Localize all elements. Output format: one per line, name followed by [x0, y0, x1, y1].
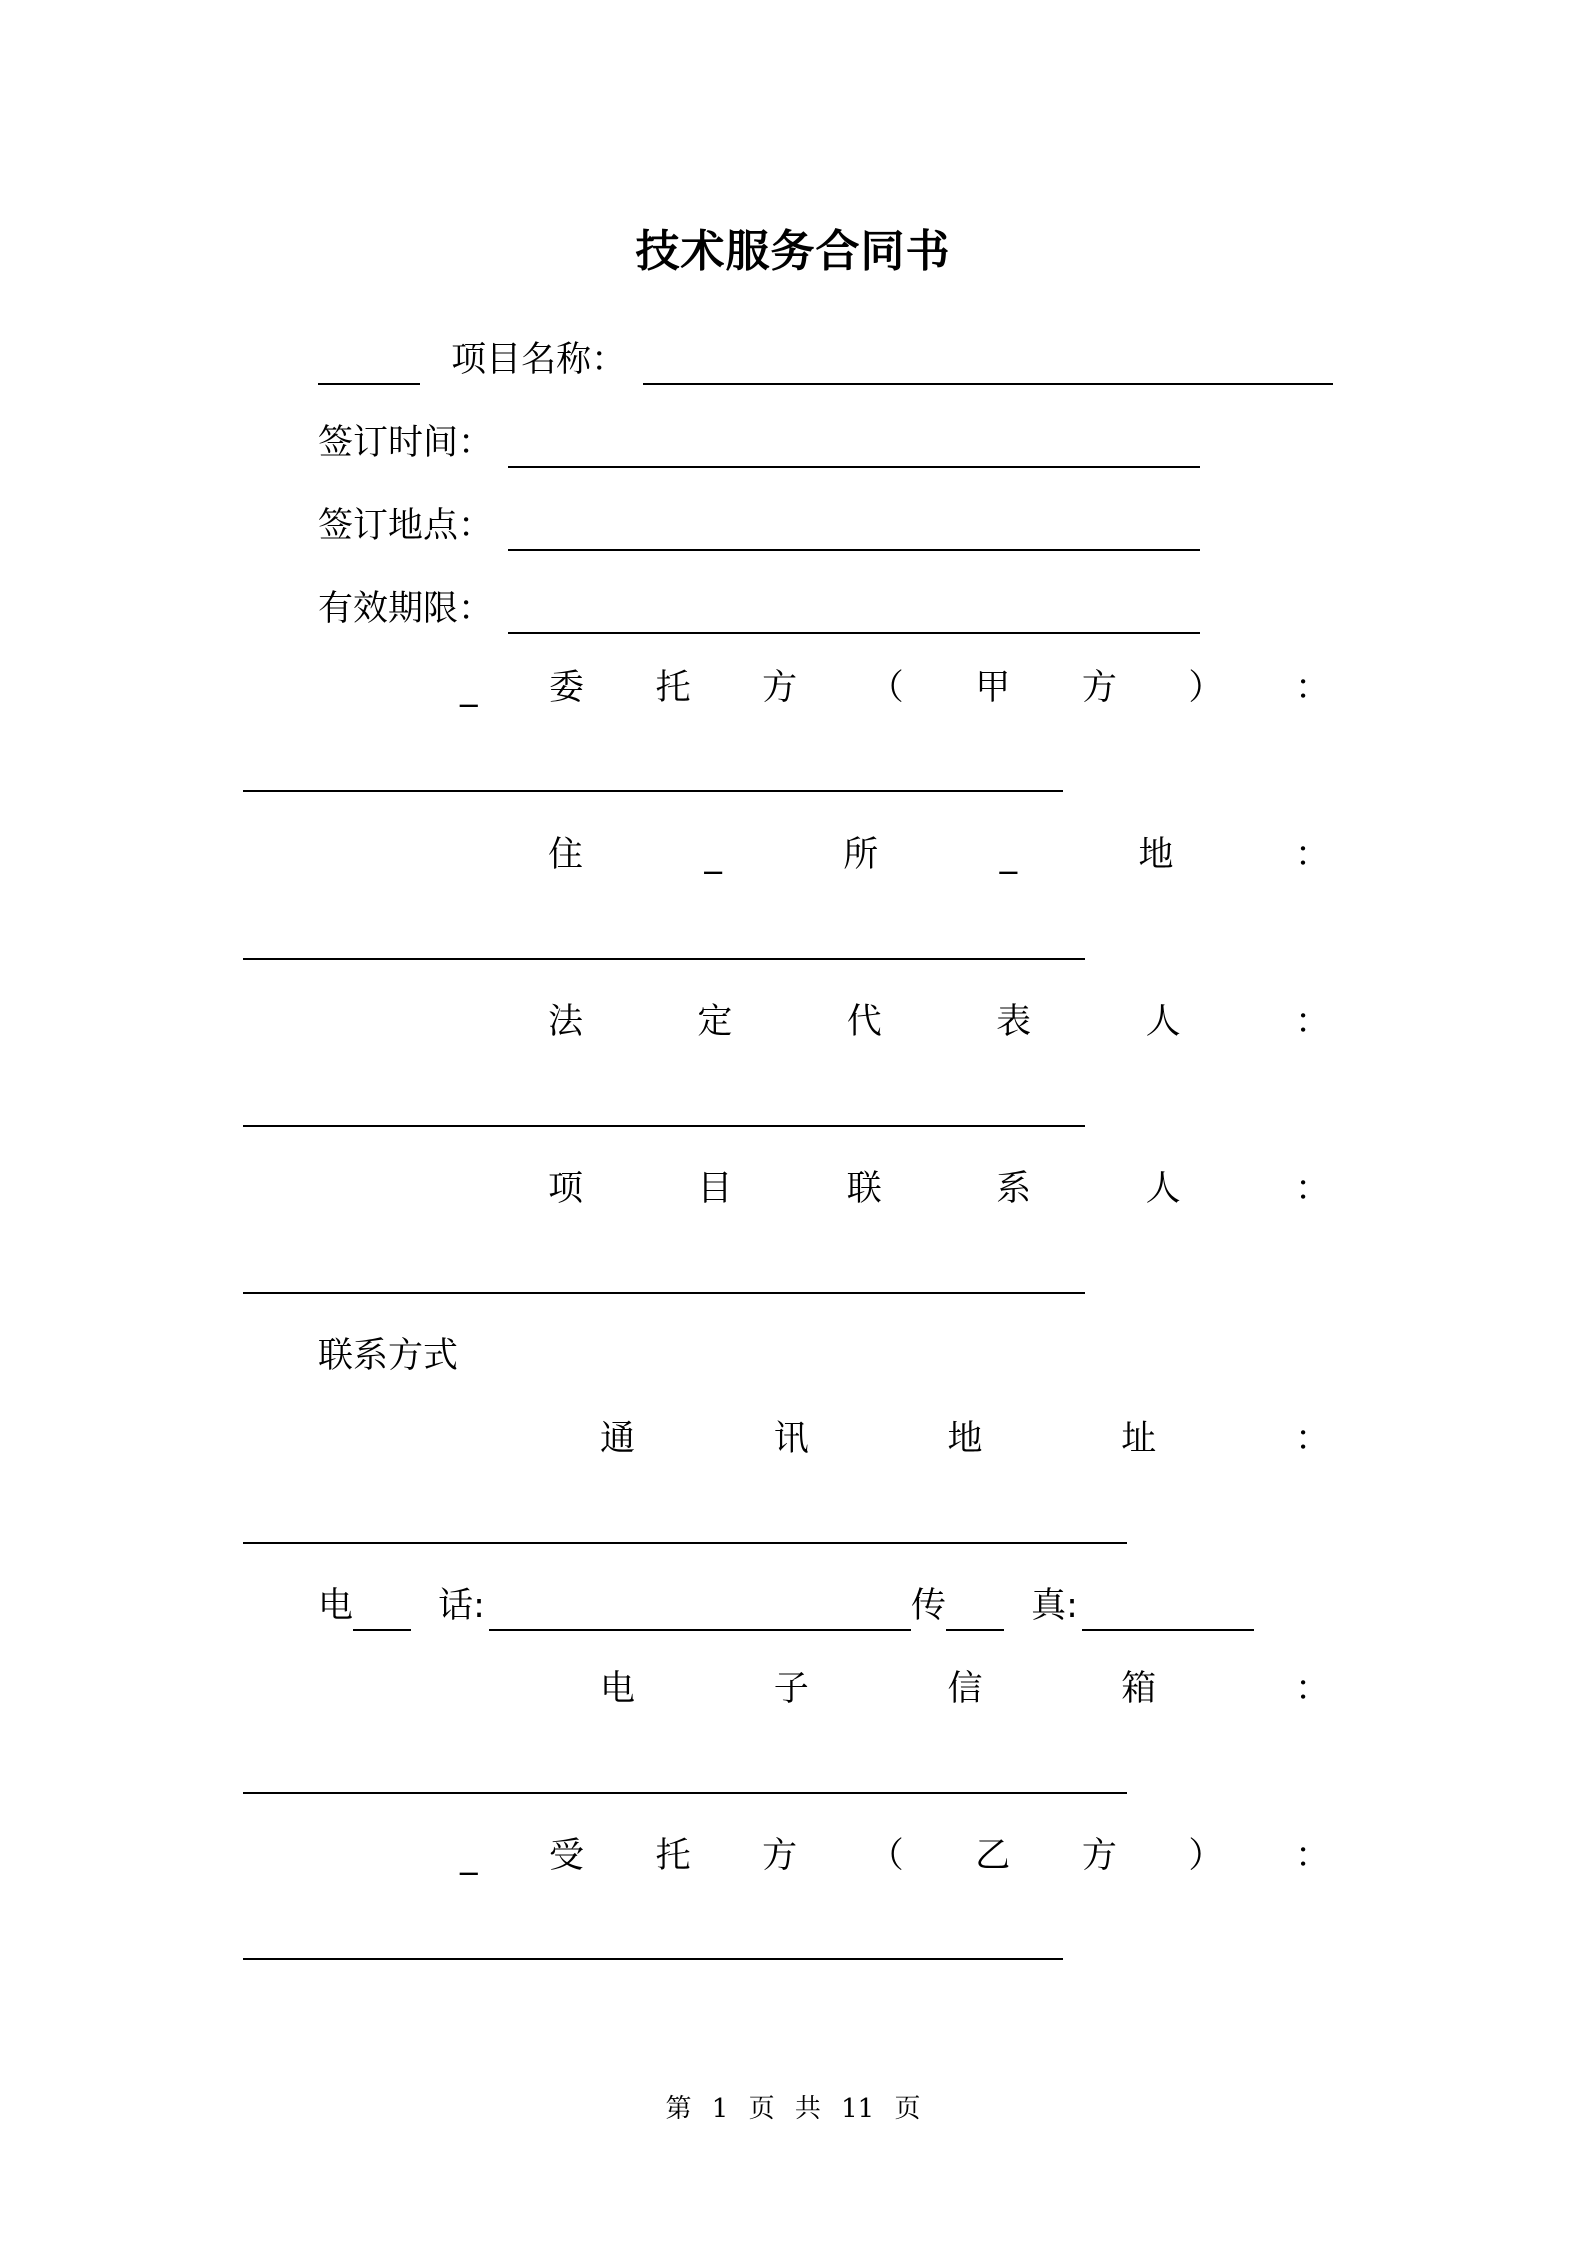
legal-rep-char: 法 [548, 1002, 584, 1042]
contact-char: 人 [1145, 1169, 1181, 1209]
address-char: ： [1294, 835, 1330, 875]
mail-address-char: ： [1294, 1419, 1330, 1459]
project-name-label: 项目名称： [451, 340, 627, 380]
party-b-title-char: 受 [549, 1836, 585, 1876]
phone-label-gap [353, 1595, 411, 1631]
contact-char: ： [1294, 1169, 1330, 1209]
party-a-title-char: （ [868, 668, 904, 708]
footer-word: 共 [794, 2094, 821, 2124]
email-label [600, 1664, 1330, 1714]
fax-label: 传 [910, 1586, 946, 1626]
sign-place-row [318, 501, 1200, 551]
email-char: 电 [600, 1669, 636, 1709]
mail-address-char: 地 [947, 1419, 983, 1459]
party-a-address-label [548, 830, 1330, 880]
fax-label-gap [946, 1595, 1004, 1631]
sign-date-row [318, 418, 1200, 468]
party-b-blank[interactable] [243, 1958, 1063, 1960]
contact-method-label: 联系方式 [318, 1336, 459, 1376]
address-char: 所 [843, 835, 879, 875]
address-char: 地 [1138, 835, 1174, 875]
address-char: _ [704, 835, 722, 875]
party-b-title-char: 乙 [975, 1836, 1011, 1876]
email-char: ： [1294, 1669, 1330, 1709]
party-b-title-char: ： [1294, 1836, 1330, 1876]
contact-char: 系 [996, 1169, 1032, 1209]
party-a-title-char: ： [1294, 668, 1330, 708]
party-b-title-char: _ [460, 1836, 478, 1876]
document-title: 技术服务合同书 [635, 226, 951, 277]
page-footer [0, 2088, 1586, 2125]
party-a-legal-rep-label [548, 997, 1330, 1047]
phone-blank[interactable] [489, 1595, 911, 1631]
contact-char: 联 [846, 1169, 882, 1209]
party-a-title-char: 方 [1081, 668, 1117, 708]
party-a-title-char: 委 [549, 668, 585, 708]
legal-rep-char: 表 [996, 1002, 1032, 1042]
mail-address-char: 址 [1121, 1419, 1157, 1459]
party-a-contact-blank[interactable] [243, 1292, 1085, 1294]
legal-rep-char: ： [1294, 1002, 1330, 1042]
party-a-title-char: 托 [655, 668, 691, 708]
validity-label: 有效期限： [318, 589, 494, 629]
party-b-title-char: （ [868, 1836, 904, 1876]
party-b-title-char: 方 [762, 1836, 798, 1876]
footer-word: 页 [894, 2094, 921, 2124]
address-char: 住 [548, 835, 584, 875]
mail-address-char: 讯 [773, 1419, 809, 1459]
phone-fax-row [318, 1581, 1254, 1631]
sign-place-label: 签订地点： [318, 506, 494, 546]
sign-place-blank[interactable] [508, 515, 1200, 551]
email-blank[interactable] [243, 1792, 1127, 1794]
party-b-title-char: 托 [655, 1836, 691, 1876]
project-name-blank[interactable] [643, 349, 1333, 385]
legal-rep-char: 人 [1145, 1002, 1181, 1042]
phone-label-end: 话: [438, 1586, 485, 1626]
project-name-row [318, 335, 1333, 385]
footer-word: 页 [748, 2094, 775, 2124]
legal-rep-char: 定 [697, 1002, 733, 1042]
party-a-title-char: _ [460, 668, 478, 708]
email-char: 信 [947, 1669, 983, 1709]
mail-address-char: 通 [600, 1419, 636, 1459]
party-a-legal-rep-blank[interactable] [243, 1125, 1085, 1127]
party-a-address-blank[interactable] [243, 958, 1085, 960]
party-a-title-char: 方 [762, 668, 798, 708]
page-number: 1 [711, 2094, 729, 2124]
contact-char: 项 [548, 1169, 584, 1209]
party-a-title [460, 663, 1330, 713]
party-a-title-char: 甲 [975, 668, 1011, 708]
total-pages: 11 [841, 2094, 875, 2124]
email-char: 箱 [1121, 1669, 1157, 1709]
footer-word: 第 [665, 2094, 692, 2124]
contact-char: 目 [697, 1169, 733, 1209]
party-b-title-char: 方 [1081, 1836, 1117, 1876]
email-char: 子 [773, 1669, 809, 1709]
party-a-blank[interactable] [243, 790, 1063, 792]
project-prefix-blank[interactable] [318, 349, 420, 385]
fax-blank[interactable] [1082, 1595, 1254, 1631]
legal-rep-char: 代 [846, 1002, 882, 1042]
mail-address-blank[interactable] [243, 1542, 1127, 1544]
sign-date-blank[interactable] [508, 432, 1200, 468]
party-a-contact-label [548, 1164, 1330, 1214]
validity-row [318, 584, 1200, 634]
fax-label-end: 真: [1031, 1586, 1078, 1626]
validity-blank[interactable] [508, 598, 1200, 634]
party-b-title [460, 1831, 1330, 1881]
party-a-title-char: ） [1188, 668, 1224, 708]
party-b-title-char: ） [1188, 1836, 1224, 1876]
phone-label: 电 [318, 1586, 354, 1626]
sign-date-label: 签订时间： [318, 423, 494, 463]
address-char: _ [999, 835, 1018, 875]
mail-address-label [600, 1414, 1330, 1464]
